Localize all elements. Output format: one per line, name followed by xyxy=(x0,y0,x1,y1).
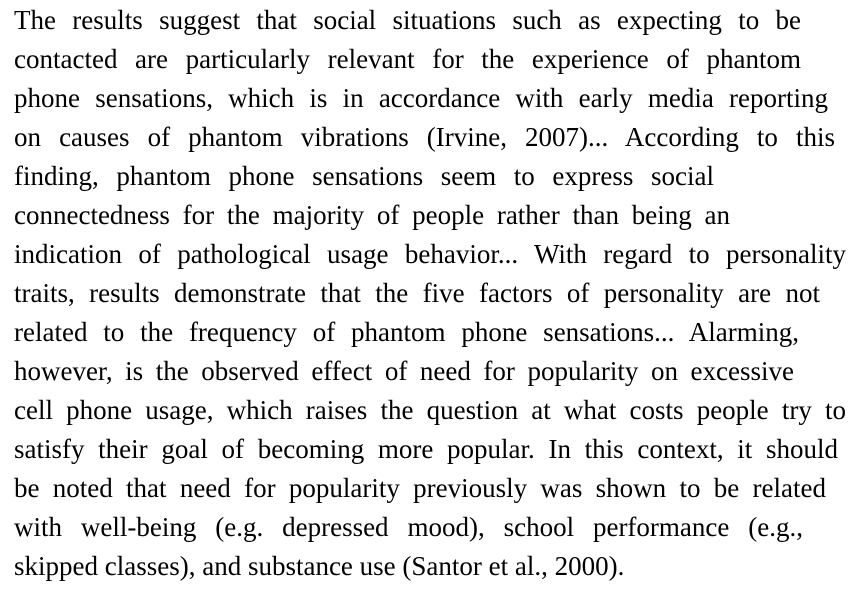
passage-line-6: connectedness for the majority of people rather than being an xyxy=(14,200,730,230)
passage-line-5: finding, phantom phone sensations seem to express social xyxy=(14,161,714,191)
passage-line-8: traits, results demonstrate that the five factors of personality are not xyxy=(14,278,820,308)
passage-line-12: satisfy their goal of becoming more popular. In this context, it should xyxy=(14,434,838,464)
passage-line-9: related to the frequency of phantom phone sensations... Alarming, xyxy=(14,317,799,347)
passage-line-10: however, is the observed effect of need for popularity on excessive xyxy=(14,356,794,386)
passage-line-11: cell phone usage, which raises the question at what costs people try to xyxy=(14,395,846,425)
passage-line-2: contacted are particularly relevant for the experience of phantom xyxy=(14,44,801,74)
passage-line-15: skipped classes), and substance use (Santor et al., 2000). xyxy=(14,551,625,581)
passage-line-13: be noted that need for popularity previously was shown to be related xyxy=(14,473,826,503)
passage-line-3: phone sensations, which is in accordance with early media reporting xyxy=(14,83,828,113)
document-page xyxy=(14,0,854,590)
passage-line-4: on causes of phantom vibrations (Irvine, 2007)... According to this xyxy=(14,122,835,152)
passage-line-7: indication of pathological usage behavior... With regard to personality xyxy=(14,239,846,269)
passage-line-1: The results suggest that social situations such as expecting to be xyxy=(14,5,801,35)
passage-line-14: with well-being (e.g. depressed mood), school performance (e.g., xyxy=(14,512,803,542)
